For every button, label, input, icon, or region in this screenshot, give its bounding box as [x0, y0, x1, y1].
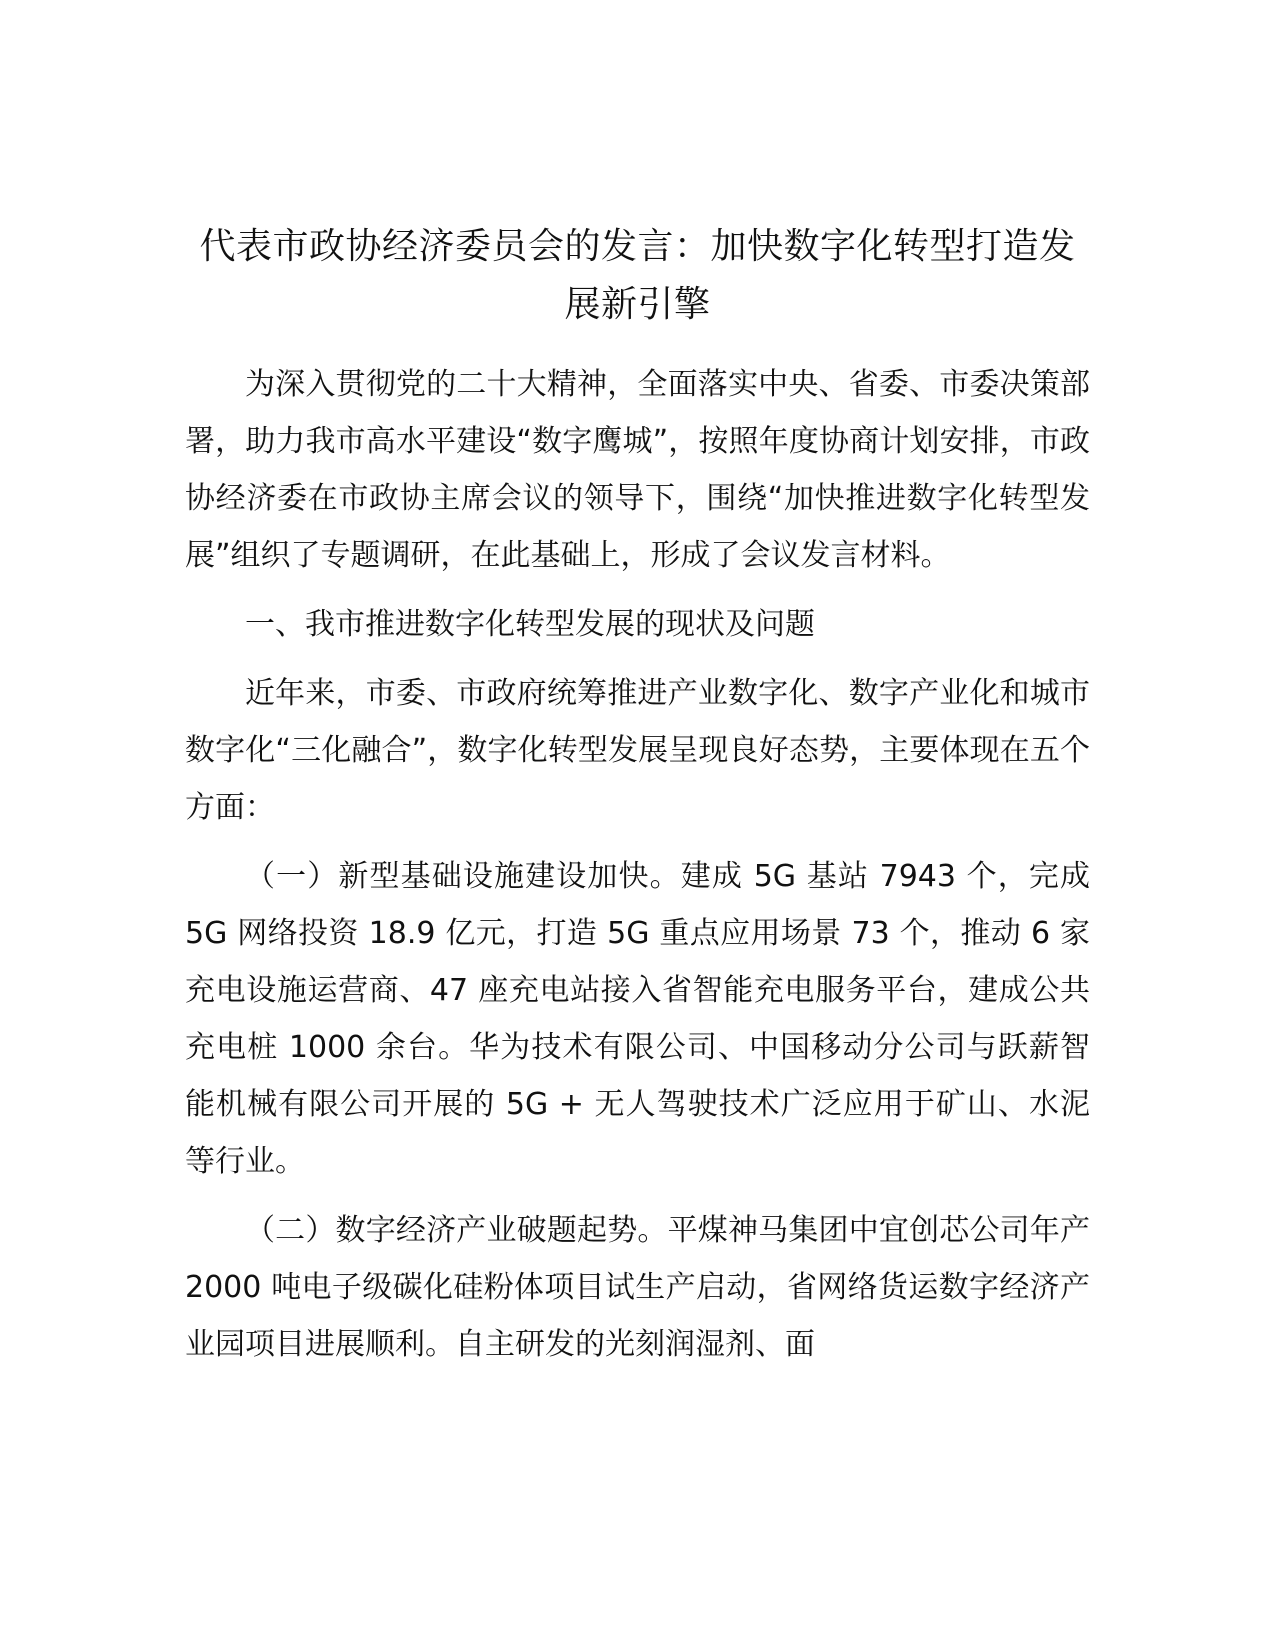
document-title: 代表市政协经济委员会的发言：加快数字化转型打造发展新引擎: [199, 226, 1076, 325]
document-body: [185, 356, 1090, 1385]
paragraph-digital-economy: （二）数字经济产业破题起势。平煤神马集团中宜创芯公司年产 2000 吨电子级碳化硅粉体项目试生产启动，省网络货运数字经济产业园项目进展顺利。自主研发的光刻润湿剂、面: [185, 1213, 1090, 1362]
section-heading: 一、我市推进数字化转型发展的现状及问题: [245, 607, 815, 642]
paragraph-overview: 近年来，市委、市政府统筹推进产业数字化、数字产业化和城市数字化“三化融合”，数字化转型发展呈现良好态势，主要体现在五个方面：: [185, 676, 1090, 825]
paragraph-intro: 为深入贯彻党的二十大精神，全面落实中央、省委、市委决策部署，助力我市高水平建设“数字鹰城”，按照年度协商计划安排，市政协经济委在市政协主席会议的领导下，围绕“加快推进数字化转型发展”组织了专题调研，在此基础上，形成了会议发言材料。: [185, 367, 1090, 573]
paragraph-infrastructure: （一）新型基础设施建设加快。建成 5G 基站 7943 个，完成 5G 网络投资 18.9 亿元，打造 5G 重点应用场景 73 个，推动 6 家充电设施运营商、47 座充电站接入省智能充电服务平台，建成公共充电桩 1000 余台。华为技术有限公司、中国移动分公司与跃薪智能机械有限公司开展的 5G + 无人驾驶技术广泛应用于矿山、水泥等行业。: [185, 859, 1090, 1179]
